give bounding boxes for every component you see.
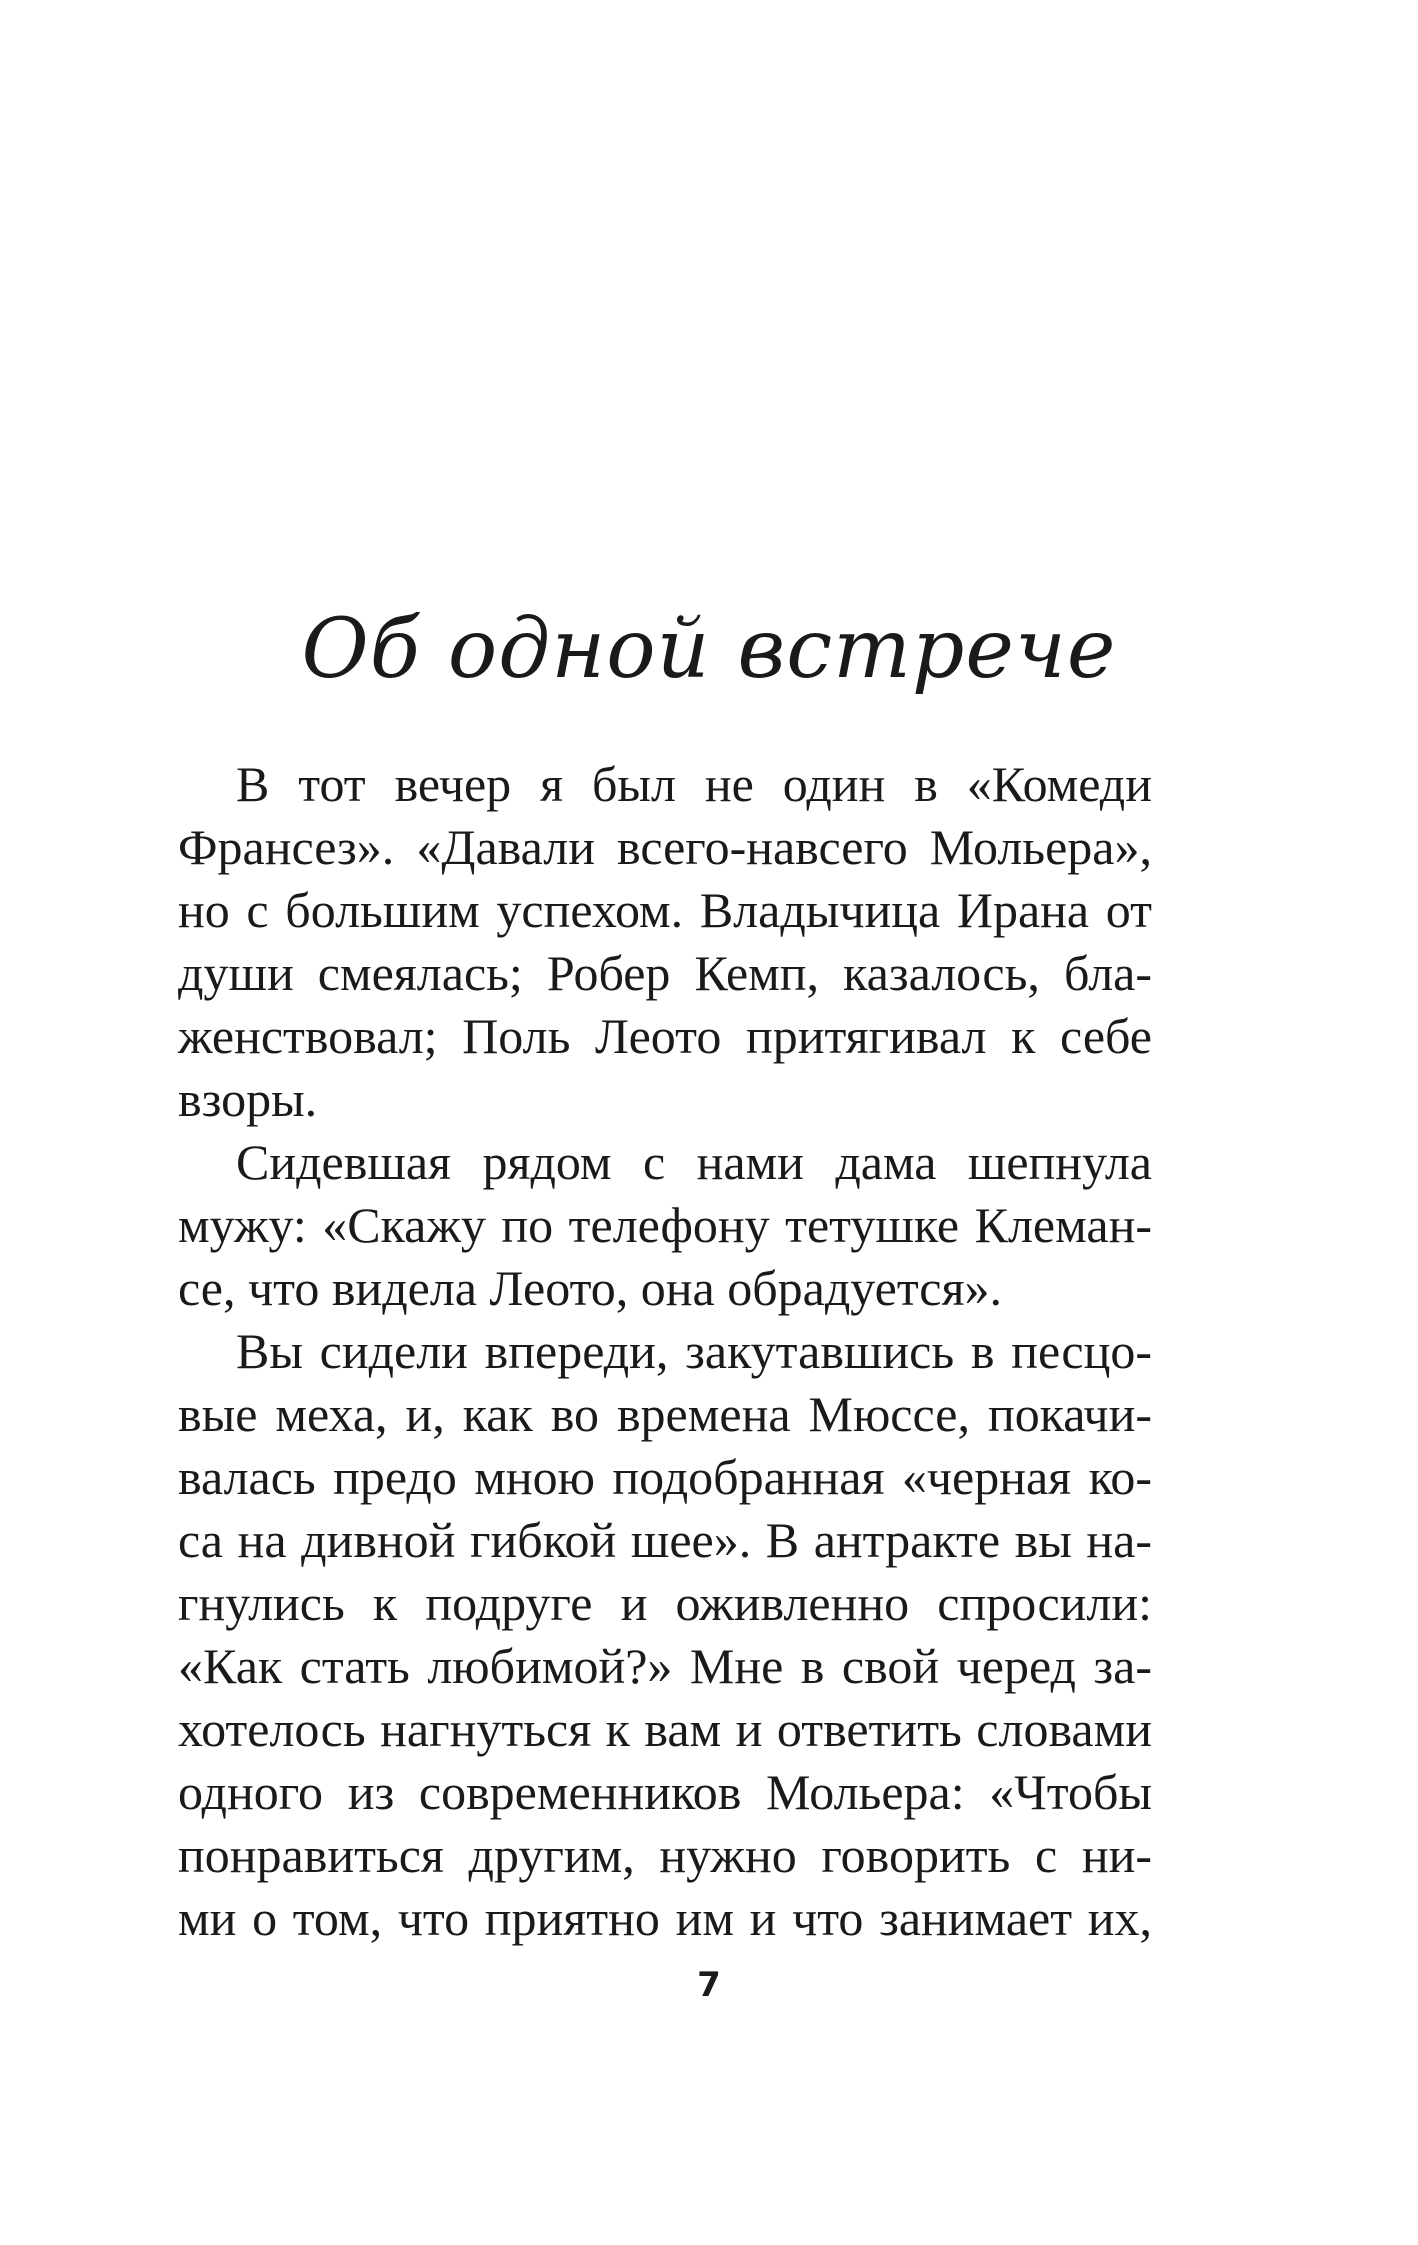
text-line: Вы сидели впереди, закутавшись в песцо-	[236, 1323, 1152, 1379]
text-line: Сидевшая рядом с нами дама шепнула	[236, 1134, 1152, 1190]
text-line: мужу: «Скажу по телефону тетушке Клеман-	[178, 1197, 1152, 1253]
chapter-title: Об одной встрече	[301, 602, 1117, 697]
text-line: валась предо мною подобранная «черная ко-	[178, 1449, 1152, 1505]
text-line: женствовал; Поль Леото притягивал к себе	[178, 1008, 1152, 1064]
text-line: гнулись к подруге и оживленно спросили:	[178, 1575, 1152, 1631]
text-line: понравиться другим, нужно говорить с ни-	[178, 1827, 1152, 1883]
text-line: «Как стать любимой?» Мне в свой черед за-	[178, 1638, 1152, 1694]
text-line: ми о том, что приятно им и что занимает их,	[178, 1890, 1152, 1946]
text-line: одного из современников Мольера: «Чтобы	[178, 1764, 1152, 1820]
text-line: Франсез». «Давали всего-навсего Мольера»,	[178, 819, 1152, 875]
text-line: се, что видела Леото, она обрадуется».	[178, 1260, 1002, 1316]
text-line: взоры.	[178, 1071, 318, 1127]
text-line: души смеялась; Робер Кемп, казалось, бла-	[178, 945, 1152, 1001]
text-line: но с большим успехом. Владычица Ирана от	[178, 882, 1152, 938]
body-text	[178, 753, 1152, 1950]
page-number: 7	[697, 1965, 721, 2005]
text-line: В тот вечер я был не один в «Комеди	[236, 756, 1152, 812]
text-line: хотелось нагнуться к вам и ответить словами	[178, 1701, 1152, 1757]
text-line: вые меха, и, как во времена Мюссе, покачи-	[178, 1386, 1152, 1442]
text-line: са на дивной гибкой шее». В антракте вы на-	[178, 1512, 1152, 1568]
